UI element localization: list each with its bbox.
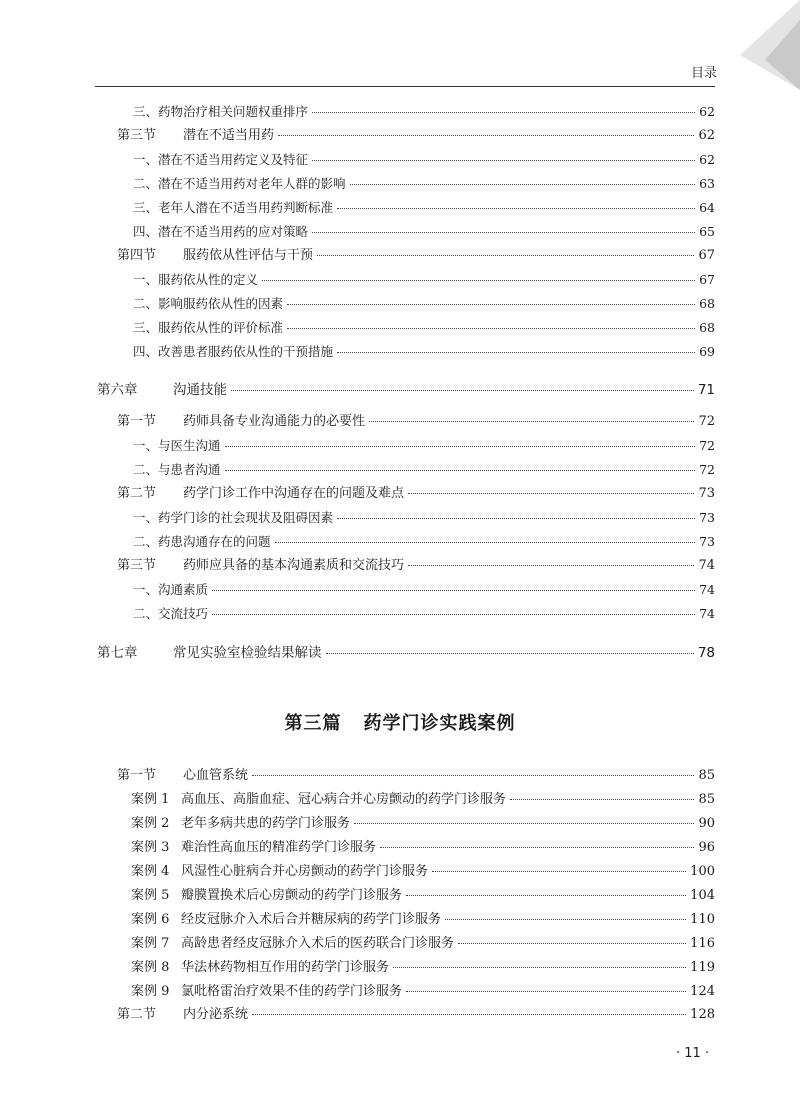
toc-item-page: 73	[699, 510, 715, 525]
toc-case[interactable]	[131, 935, 715, 953]
toc-section-page: 73	[698, 486, 715, 501]
toc-item[interactable]	[133, 175, 715, 193]
toc-case-page: 100	[690, 864, 715, 879]
toc-case-page: 90	[698, 816, 715, 831]
toc-section[interactable]	[117, 247, 715, 265]
dot-leader	[406, 895, 686, 896]
dot-leader	[262, 280, 695, 281]
toc-section-number: 第三节	[117, 558, 157, 573]
dot-leader	[275, 542, 696, 543]
dot-leader	[337, 352, 695, 353]
toc-item-title: 一、沟通素质	[133, 582, 209, 597]
dot-leader	[432, 871, 686, 872]
toc-case-page: 104	[690, 888, 715, 903]
toc-section[interactable]	[117, 767, 715, 785]
toc-case-page: 96	[698, 840, 715, 855]
dot-leader	[312, 232, 695, 233]
dot-leader	[337, 518, 695, 519]
toc-item-title: 一、与医生沟通	[133, 438, 221, 453]
toc-item-page: 72	[699, 438, 715, 453]
toc-section-title: 药师具备专业沟通能力的必要性	[183, 414, 366, 429]
dot-leader	[312, 112, 695, 113]
part-number: 第三篇	[284, 713, 342, 734]
toc-section-page: 128	[690, 1007, 715, 1022]
dot-leader	[287, 328, 695, 329]
toc-item-title: 一、服药依从性的定义	[133, 272, 259, 287]
dot-leader	[287, 304, 695, 305]
toc-item[interactable]	[133, 437, 715, 455]
toc-item-title: 一、药学门诊的社会现状及阻碍因素	[133, 510, 334, 525]
toc-item[interactable]	[133, 271, 715, 289]
toc-case-number: 案例 2	[131, 816, 170, 831]
toc-item[interactable]	[133, 461, 715, 479]
toc-case-number: 案例 5	[131, 888, 170, 903]
toc-item-page: 74	[699, 606, 715, 621]
toc-case-number: 案例 4	[131, 864, 170, 879]
toc-item[interactable]	[133, 103, 715, 121]
toc-case-title: 华法林药物相互作用的药学门诊服务	[181, 960, 390, 975]
toc-case-page: 116	[690, 936, 715, 951]
toc-case-title: 老年多病共患的药学门诊服务	[181, 816, 351, 831]
dot-leader	[445, 919, 686, 920]
toc-item-title: 三、药物治疗相关问题权重排序	[133, 104, 309, 119]
toc-case[interactable]	[131, 839, 715, 857]
toc-item-page: 68	[699, 296, 715, 311]
dot-leader	[337, 208, 695, 209]
toc-item[interactable]	[133, 223, 715, 241]
toc-section-number: 第一节	[117, 414, 157, 429]
toc-case-number: 案例 6	[131, 912, 170, 927]
dot-leader	[406, 991, 686, 992]
dot-leader	[380, 847, 694, 848]
toc-case[interactable]	[131, 863, 715, 881]
toc-item-title: 三、服药依从性的评价标准	[133, 320, 284, 335]
toc-case-title: 风湿性心脏病合并心房颤动的药学门诊服务	[181, 864, 429, 879]
toc-section[interactable]	[117, 557, 715, 575]
dot-leader	[312, 160, 695, 161]
part-heading	[0, 709, 800, 735]
toc-chapter-page: 71	[697, 382, 715, 398]
dot-leader	[369, 421, 694, 422]
toc-section-page: 72	[698, 414, 715, 429]
toc-item-page: 62	[699, 152, 715, 167]
toc-case[interactable]	[131, 887, 715, 905]
toc-case-page: 110	[690, 912, 715, 927]
toc-chapter-title: 常见实验室检验结果解读	[173, 645, 322, 661]
dot-leader	[278, 135, 694, 136]
toc-case[interactable]	[131, 959, 715, 977]
toc-case[interactable]	[131, 911, 715, 929]
page-number: · 11 ·	[676, 1046, 710, 1061]
toc-item-title: 四、改善患者服药依从性的干预措施	[133, 344, 334, 359]
toc-chapter-number: 第六章	[97, 382, 138, 398]
part-title: 药学门诊实践案例	[363, 713, 516, 734]
toc-case-page: 85	[698, 792, 715, 807]
toc-section-number: 第二节	[117, 486, 157, 501]
toc-case-page: 119	[690, 960, 715, 975]
toc-item[interactable]	[133, 581, 715, 599]
toc-case-number: 案例 9	[131, 984, 170, 999]
toc-section-number: 第一节	[117, 768, 157, 783]
toc-item-title: 四、潜在不适当用药的应对策略	[133, 224, 309, 239]
dot-leader	[225, 470, 696, 471]
toc-item[interactable]	[133, 199, 715, 217]
dot-leader	[326, 653, 694, 654]
toc-case-title: 难治性高血压的精准药学门诊服务	[181, 840, 377, 855]
toc-chapter[interactable]	[97, 644, 715, 662]
toc-section-number: 第三节	[117, 128, 157, 143]
dot-leader	[252, 1014, 686, 1015]
toc-section-page: 85	[698, 768, 715, 783]
dot-leader	[212, 590, 695, 591]
toc-item[interactable]	[133, 509, 715, 527]
toc-item-page: 63	[699, 176, 715, 191]
dot-leader	[458, 943, 686, 944]
dot-leader	[350, 184, 696, 185]
toc-chapter-page: 78	[697, 645, 715, 661]
toc-case-page: 124	[690, 984, 715, 999]
toc-case-title: 经皮冠脉介入术后合并糖尿病的药学门诊服务	[181, 912, 442, 927]
toc-item-title: 二、与患者沟通	[133, 462, 221, 477]
toc-section-page: 74	[698, 558, 715, 573]
dot-leader	[212, 614, 695, 615]
toc-item[interactable]	[133, 343, 715, 361]
toc-case-title: 高血压、高脂血症、冠心病合并心房颤动的药学门诊服务	[181, 792, 507, 807]
toc-case-title: 瓣膜置换术后心房颤动的药学门诊服务	[181, 888, 403, 903]
toc-chapter-title: 沟通技能	[173, 382, 227, 398]
toc-section-title: 服药依从性评估与干预	[183, 248, 314, 263]
toc-item-title: 二、交流技巧	[133, 606, 209, 621]
dot-leader	[510, 799, 694, 800]
dot-leader	[225, 446, 696, 447]
running-header-title: 目录	[691, 66, 718, 81]
toc-item-title: 二、潜在不适当用药对老年人群的影响	[133, 176, 346, 191]
toc-item-page: 69	[699, 344, 715, 359]
toc-item-title: 一、潜在不适当用药定义及特征	[133, 152, 309, 167]
toc-item[interactable]	[133, 605, 715, 623]
toc-item[interactable]	[133, 533, 715, 551]
toc-section[interactable]	[117, 127, 715, 145]
toc-section-title: 药学门诊工作中沟通存在的问题及难点	[183, 486, 405, 501]
dot-leader	[252, 775, 694, 776]
toc-item-title: 二、影响服药依从性的因素	[133, 296, 284, 311]
dot-leader	[393, 967, 686, 968]
toc-section-title: 药师应具备的基本沟通素质和交流技巧	[183, 558, 405, 573]
toc-item[interactable]	[133, 151, 715, 169]
dot-leader	[231, 390, 694, 391]
toc-item-page: 65	[699, 224, 715, 239]
toc-section-title: 内分泌系统	[183, 1007, 249, 1022]
dot-leader	[408, 565, 694, 566]
toc-case[interactable]	[131, 815, 715, 833]
toc-item[interactable]	[133, 319, 715, 337]
dot-leader	[408, 493, 694, 494]
toc-chapter[interactable]	[97, 381, 715, 399]
toc-case[interactable]	[131, 791, 715, 809]
toc-item-page: 68	[699, 320, 715, 335]
toc-section-number: 第二节	[117, 1007, 157, 1022]
toc-section-title: 潜在不适当用药	[183, 128, 275, 143]
dot-leader	[354, 823, 694, 824]
toc-item-page: 73	[699, 534, 715, 549]
toc-case-title: 氯吡格雷治疗效果不佳的药学门诊服务	[181, 984, 403, 999]
toc-item-page: 62	[699, 104, 715, 119]
toc-section-page: 67	[698, 248, 715, 263]
toc-item[interactable]	[133, 295, 715, 313]
toc-case-number: 案例 7	[131, 936, 170, 951]
dot-leader	[317, 255, 694, 256]
toc-case-number: 案例 1	[131, 792, 170, 807]
toc-case-title: 高龄患者经皮冠脉介入术后的医药联合门诊服务	[181, 936, 455, 951]
toc-case-number: 案例 3	[131, 840, 170, 855]
toc-section[interactable]	[117, 485, 715, 503]
toc-item-title: 二、药患沟通存在的问题	[133, 534, 271, 549]
toc-section[interactable]	[117, 413, 715, 431]
toc-item-title: 三、老年人潜在不适当用药判断标准	[133, 200, 334, 215]
toc-item-page: 72	[699, 462, 715, 477]
toc-case-number: 案例 8	[131, 960, 170, 975]
toc-item-page: 67	[699, 272, 715, 287]
toc-chapter-number: 第七章	[97, 645, 138, 661]
toc-item-page: 64	[699, 200, 715, 215]
toc-section-number: 第四节	[117, 248, 157, 263]
toc-section-title: 心血管系统	[183, 768, 249, 783]
toc-section[interactable]	[117, 1006, 715, 1024]
toc-item-page: 74	[699, 582, 715, 597]
toc-section-page: 62	[698, 128, 715, 143]
toc-case[interactable]	[131, 983, 715, 1001]
